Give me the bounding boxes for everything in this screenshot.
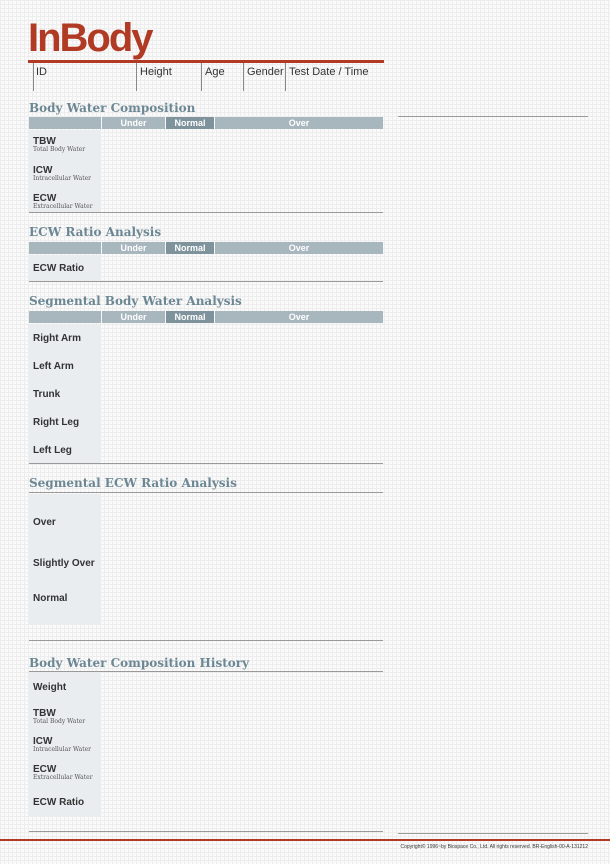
segmental-body-water-title: Segmental Body Water Analysis	[29, 294, 242, 308]
ecw-sublabel: Extracellular Water	[33, 203, 93, 210]
scale-label-cell	[29, 242, 101, 254]
patient-info-header	[28, 63, 384, 91]
over-label: Over	[33, 517, 56, 528]
tbw-label: TBW	[33, 136, 56, 147]
section-rule	[29, 463, 383, 464]
history-icw-label: ICW	[33, 736, 53, 747]
history-tbw-sublabel: Total Body Water	[33, 718, 86, 725]
section-rule	[29, 212, 383, 213]
scale-normal: Normal	[166, 311, 214, 323]
height-label: Height	[140, 66, 172, 78]
history-ecw-sublabel: Extracellular Water	[33, 774, 93, 781]
inbody-logo: InBody	[28, 16, 152, 60]
gender-label: Gender	[247, 66, 284, 78]
scale-bar	[29, 117, 383, 129]
bwc-label-column	[29, 130, 101, 212]
scale-over: Over	[215, 117, 383, 129]
history-tbw-label: TBW	[33, 708, 56, 719]
right-leg-label: Right Leg	[33, 417, 80, 428]
header-divider	[136, 63, 137, 91]
ecw-ratio-analysis-title: ECW Ratio Analysis	[29, 225, 162, 239]
scale-label-cell	[29, 117, 101, 129]
right-panel	[398, 116, 588, 834]
segmental-ecw-ratio-title: Segmental ECW Ratio Analysis	[29, 476, 237, 490]
scale-under: Under	[102, 242, 165, 254]
slightly-over-label: Slightly Over	[33, 558, 95, 569]
scale-over: Over	[215, 242, 383, 254]
header-divider	[243, 63, 244, 91]
right-arm-label: Right Arm	[33, 333, 81, 344]
segmental-label-column	[29, 324, 101, 463]
header-divider	[285, 63, 286, 91]
history-ecw-label: ECW	[33, 764, 57, 775]
scale-normal: Normal	[166, 117, 214, 129]
normal-label: Normal	[33, 593, 68, 604]
history-ecw-ratio-label: ECW Ratio	[33, 797, 85, 808]
header-divider	[33, 63, 34, 91]
header-divider	[201, 63, 202, 91]
scale-bar	[29, 311, 383, 323]
scale-label-cell	[29, 311, 101, 323]
copyright-text: Copyright© 1996~by Biospace Co., Ltd. All rights reserved. BR-English-00-A-131212	[400, 844, 588, 850]
scale-under: Under	[102, 311, 165, 323]
section-rule	[29, 671, 383, 672]
scale-bar	[29, 242, 383, 254]
scale-under: Under	[102, 117, 165, 129]
trunk-label: Trunk	[33, 389, 61, 400]
tbw-sublabel: Total Body Water	[33, 146, 86, 153]
ecw-label: ECW	[33, 193, 57, 204]
weight-label: Weight	[33, 682, 67, 693]
section-rule	[29, 640, 383, 641]
icw-label: ICW	[33, 165, 53, 176]
test-date-label: Test Date / Time	[289, 66, 369, 78]
icw-sublabel: Intracellular Water	[33, 175, 92, 182]
ecw-ratio-label-column	[29, 255, 101, 281]
segmental-ecw-label-column	[29, 494, 101, 625]
body-water-composition-title: Body Water Composition	[29, 101, 196, 115]
body-water-history-title: Body Water Composition History	[29, 656, 250, 670]
left-leg-label: Left Leg	[33, 445, 72, 456]
scale-normal: Normal	[166, 242, 214, 254]
age-label: Age	[205, 66, 225, 78]
section-rule	[29, 281, 383, 282]
history-label-column	[29, 673, 101, 816]
footer-rule	[0, 839, 610, 841]
ecw-ratio-label: ECW Ratio	[33, 263, 85, 274]
id-label: ID	[36, 66, 47, 78]
left-arm-label: Left Arm	[33, 361, 74, 372]
scale-over: Over	[215, 311, 383, 323]
section-rule	[29, 492, 383, 493]
section-rule	[29, 831, 383, 832]
history-icw-sublabel: Intracellular Water	[33, 746, 92, 753]
